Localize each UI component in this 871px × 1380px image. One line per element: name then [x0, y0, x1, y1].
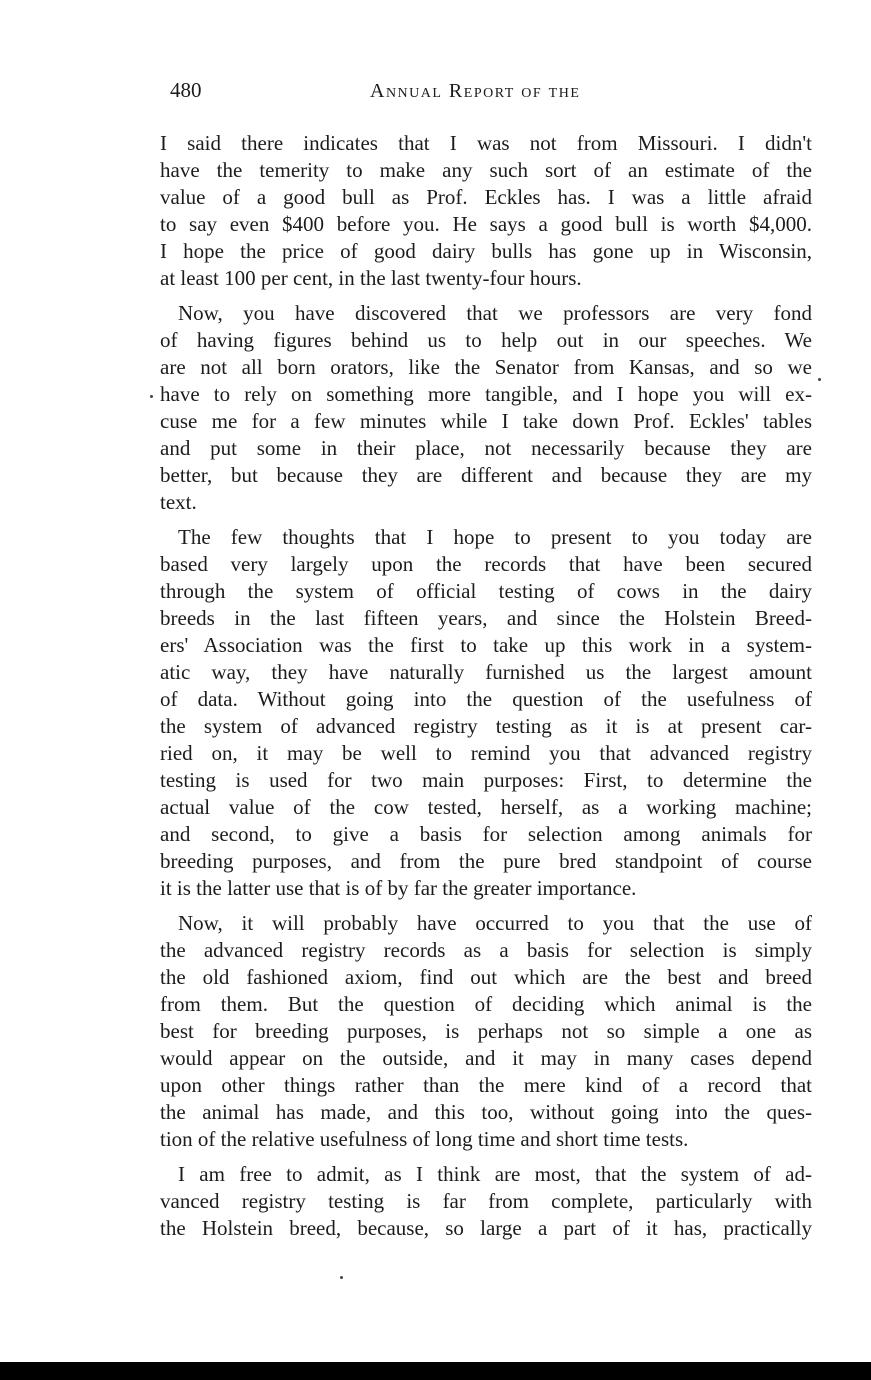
text-line: upon other things rather than the mere kind of a record that [160, 1073, 812, 1097]
text-line: I am free to admit, as I think are most, that the system of ad- [178, 1162, 812, 1186]
scan-border [0, 1362, 871, 1380]
text-line: Now, you have discovered that we professors are very fond [178, 301, 812, 325]
text-line: the system of advanced registry testing as it is at present car- [160, 714, 812, 738]
text-line: I said there indicates that I was not from Missouri. I didn't [160, 131, 812, 155]
text-line: ried on, it may be well to remind you that advanced registry [160, 741, 812, 765]
paragraph [160, 1161, 812, 1242]
text-line: the advanced registry records as a basis for selection is simply [160, 938, 812, 962]
text-line: testing is used for two main purposes: First, to determine the [160, 768, 812, 792]
scan-speck [150, 395, 153, 398]
text-line: to say even $400 before you. He says a good bull is worth $4,000. [160, 212, 812, 236]
text-line: value of a good bull as Prof. Eckles has. I was a little afraid [160, 185, 812, 209]
text-line: are not all born orators, like the Senator from Kansas, and so we [160, 355, 812, 379]
text-line: breeds in the last fifteen years, and since the Holstein Breed- [160, 606, 812, 630]
page-number: 480 [170, 78, 202, 102]
text-line: the old fashioned axiom, find out which are the best and breed [160, 965, 812, 989]
text-line: and second, to give a basis for selection among animals for [160, 822, 812, 846]
text-line: of having figures behind us to help out in our speeches. We [160, 328, 812, 352]
text-line: vanced registry testing is far from complete, particularly with [160, 1189, 812, 1213]
text-line: best for breeding purposes, is perhaps not so simple a one as [160, 1019, 812, 1043]
text-line: have the temerity to make any such sort of an estimate of the [160, 158, 812, 182]
paragraph [160, 300, 812, 516]
text-line: would appear on the outside, and it may in many cases depend [160, 1046, 812, 1070]
body-text [160, 130, 812, 1250]
paragraph [160, 130, 812, 292]
scan-speck [818, 378, 821, 381]
text-line: of data. Without going into the question of the usefulness of [160, 687, 812, 711]
text-line: at least 100 per cent, in the last twenty-four hours. [160, 266, 582, 290]
text-line: The few thoughts that I hope to present to you today are [178, 525, 812, 549]
text-line: atic way, they have naturally furnished us the largest amount [160, 660, 812, 684]
text-line: from them. But the question of deciding which animal is the [160, 992, 812, 1016]
text-line: actual value of the cow tested, herself, as a working machine; [160, 795, 812, 819]
text-line: it is the latter use that is of by far the greater importance. [160, 876, 637, 900]
text-line: better, but because they are different and because they are my [160, 463, 812, 487]
text-line: breeding purposes, and from the pure bred standpoint of course [160, 849, 812, 873]
text-line: have to rely on something more tangible, and I hope you will ex- [160, 382, 812, 406]
text-line: and put some in their place, not necessarily because they are [160, 436, 812, 460]
paragraph [160, 910, 812, 1153]
text-line: through the system of official testing of cows in the dairy [160, 579, 812, 603]
text-line: the animal has made, and this too, without going into the ques- [160, 1100, 812, 1124]
paragraph [160, 524, 812, 902]
text-line: text. [160, 490, 197, 514]
text-line: based very largely upon the records that have been secured [160, 552, 812, 576]
scan-speck [340, 1276, 343, 1279]
text-line: the Holstein breed, because, so large a part of it has, practically [160, 1216, 812, 1240]
running-head: Annual Report of the [370, 80, 581, 102]
text-line: tion of the relative usefulness of long time and short time tests. [160, 1127, 689, 1151]
page-header [170, 78, 810, 108]
text-line: ers' Association was the first to take up this work in a system- [160, 633, 812, 657]
text-line: I hope the price of good dairy bulls has gone up in Wisconsin, [160, 239, 812, 263]
text-line: cuse me for a few minutes while I take down Prof. Eckles' tables [160, 409, 812, 433]
text-line: Now, it will probably have occurred to you that the use of [178, 911, 812, 935]
